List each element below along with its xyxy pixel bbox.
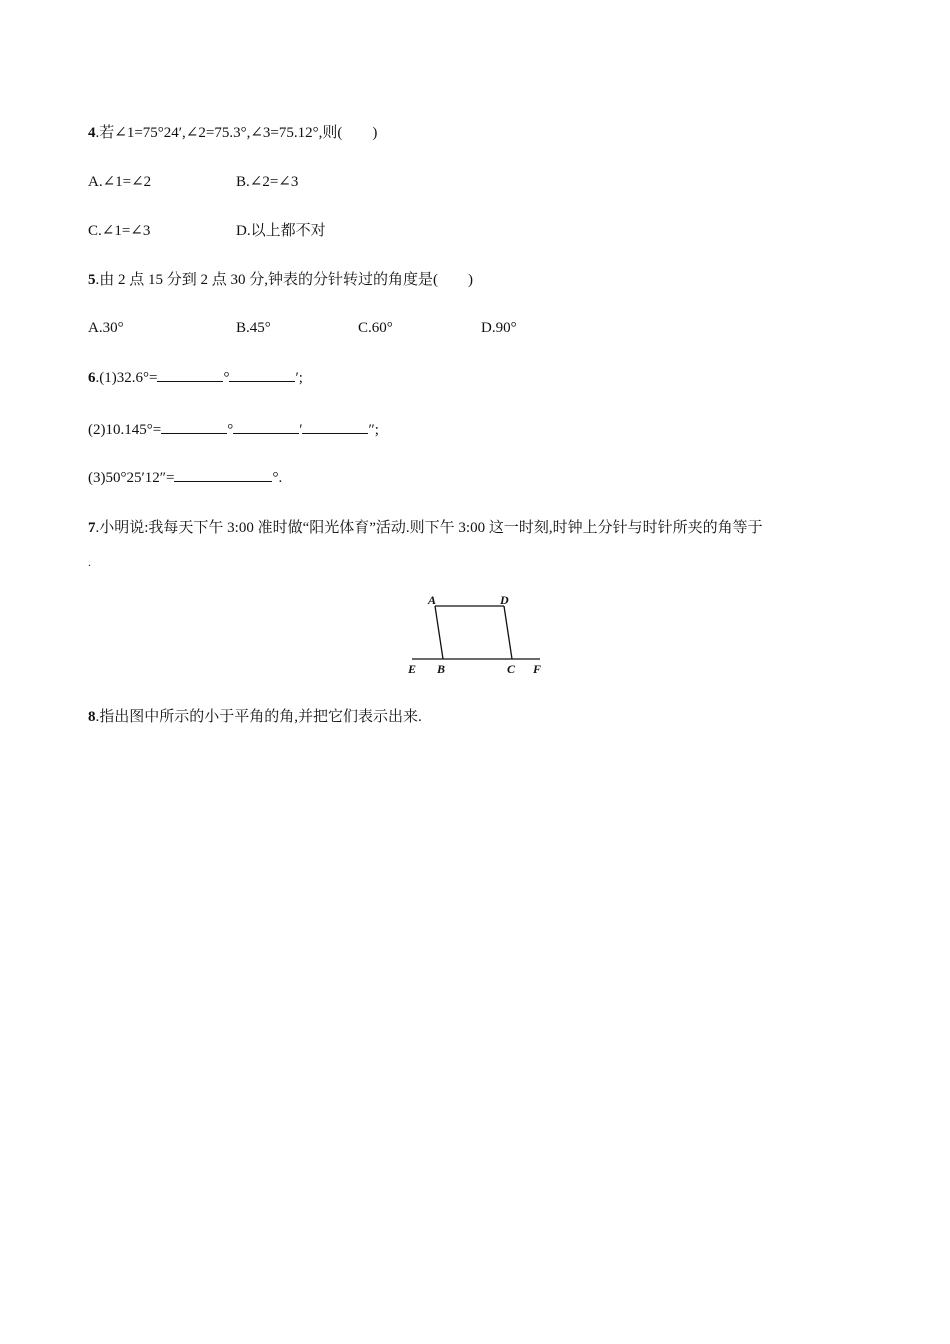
label-c: C <box>507 662 516 676</box>
question-number: 6 <box>88 370 96 386</box>
degree-unit: °. <box>272 470 283 486</box>
question-6-part-3 <box>88 467 282 488</box>
question-6-part-2 <box>88 419 379 440</box>
answer-blank[interactable] <box>174 467 272 482</box>
part-text: (3)50°25′12″= <box>88 470 175 486</box>
second-unit: ″; <box>368 422 379 438</box>
degree-unit: ° <box>223 370 230 386</box>
option-b: B.45° <box>236 320 271 336</box>
question-stem: .若∠1=75°24′,∠2=75.3°,∠3=75.12°,则( ) <box>95 125 378 141</box>
minute-unit: ′; <box>295 370 303 386</box>
question-4 <box>88 123 377 143</box>
part-text: (2)10.145°= <box>88 422 162 438</box>
option-a: A.∠1=∠2 <box>88 174 152 190</box>
question-stem: .由 2 点 15 分到 2 点 30 分,钟表的分针转过的角度是( ) <box>95 272 473 288</box>
question-5 <box>88 270 473 290</box>
question-6-part-1 <box>88 367 303 388</box>
answer-blank[interactable] <box>157 367 223 382</box>
question-7-tail: . <box>88 555 91 569</box>
label-b: B <box>437 662 446 676</box>
segment-dc <box>504 606 512 659</box>
option-a: A.30° <box>88 320 124 336</box>
option-c: C.∠1=∠3 <box>88 223 151 239</box>
answer-blank[interactable] <box>229 367 295 382</box>
option-d: D.以上都不对 <box>236 223 326 239</box>
label-e: E <box>408 662 417 676</box>
answer-blank[interactable] <box>302 419 368 434</box>
part-text: .(1)32.6°= <box>95 370 158 386</box>
label-d: D <box>500 593 509 607</box>
answer-blank[interactable] <box>233 419 299 434</box>
label-f: F <box>533 662 542 676</box>
question-number: 8 <box>88 709 96 725</box>
option-d: D.90° <box>481 320 517 336</box>
answer-blank[interactable] <box>161 419 227 434</box>
minute-unit: ′ <box>299 422 303 438</box>
question-number: 5 <box>88 272 96 288</box>
question-7 <box>88 518 763 538</box>
degree-unit: ° <box>227 422 234 438</box>
question-number: 7 <box>88 520 96 536</box>
question-stem: .指出图中所示的小于平角的角,并把它们表示出来. <box>95 709 422 725</box>
question-8 <box>88 707 422 727</box>
option-c: C.60° <box>358 320 393 336</box>
label-a: A <box>428 593 437 607</box>
segment-ab <box>435 606 443 659</box>
option-b: B.∠2=∠3 <box>236 174 299 190</box>
geometry-figure <box>400 588 550 680</box>
question-number: 4 <box>88 125 96 141</box>
question-stem: .小明说:我每天下午 3:00 准时做“阳光体育”活动.则下午 3:00 这一时刻,时钟上分针与时针所夹的角等于 <box>95 520 763 536</box>
